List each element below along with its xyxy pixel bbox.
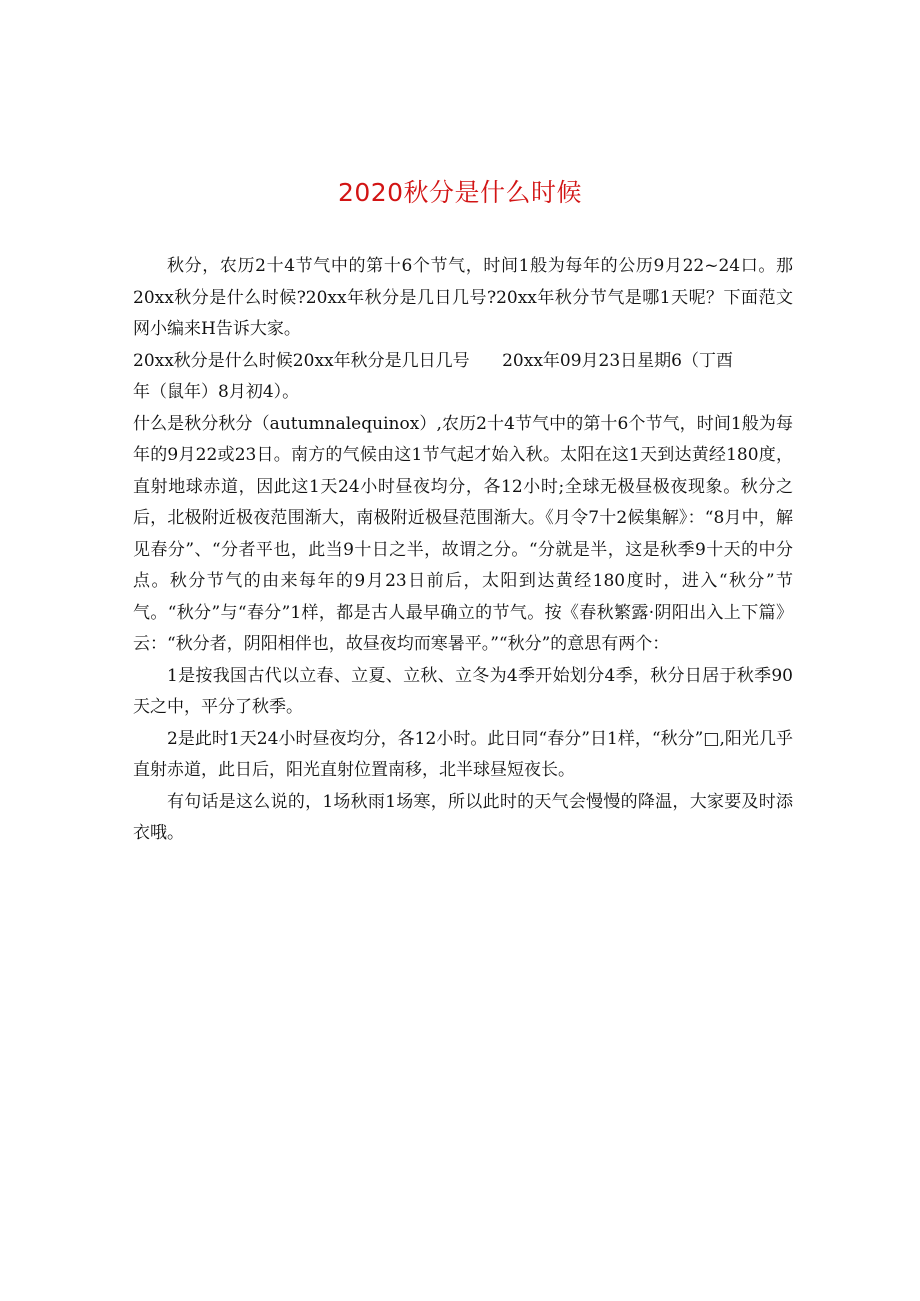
meaning-two-paragraph: 2是此时1天24小时昼夜均分，各12小时。此日同“春分”日1样，“秋分”□,阳光几乎直射赤道，此日后，阳光直射位置南移，北半球昼短夜长。	[133, 728, 793, 780]
date-value: 20xx年09月23日星期6（丁酉	[502, 350, 733, 371]
definition-paragraph: 什么是秋分秋分（autumnalequinox）,农历2十4节气中的第十6个节气，时间1般为每年的9月22或23日。南方的气候由这1节气起才始入秋。太阳在这1天到达黄经180度，直射地球赤道，因此这1天24小时昼夜均分，各12小时;全球无极昼极夜现象。秋分之后，北极附近极夜范围渐大，南极附近极昼范围渐大。《月令7十2候集解》：“8月中，解见春分”、“分者平也，此当9十日之半，故谓之分。“分就是半，这是秋季9十天的中分点。秋分节气的由来每年的9月23日前后，太阳到达黄经180度时，进入“秋分”节气。“秋分”与“春分”1样，都是古人最早确立的节气。按《春秋繁露·阴阳出入上下篇》云：“秋分者，阴阳相伴也，故昼夜均而寒暑平。”“秋分”的意思有两个：	[133, 413, 793, 654]
date-label: 20xx秋分是什么时候20xx年秋分是几日几号	[133, 350, 470, 371]
closing-paragraph: 有句话是这么说的，1场秋雨1场寒，所以此时的天气会慢慢的降温，大家要及时添衣哦。	[133, 791, 793, 843]
document-title: 2020秋分是什么时候	[337, 178, 583, 207]
date-continuation: 年（鼠年）8月初4）。	[133, 382, 300, 402]
document-body	[133, 251, 793, 850]
meaning-one-paragraph: 1是按我国古代以立春、立夏、立秋、立冬为4季开始划分4季，秋分日居于秋季90天之中，平分了秋季。	[133, 665, 793, 717]
intro-paragraph: 秋分，农历2十4节气中的第十6个节气，时间1般为每年的公历9月22~24口。那20xx秋分是什么时候?20xx年秋分是几日几号?20xx年秋分节气是哪1天呢？下面范文网小编来H告诉大家。	[133, 256, 793, 339]
date-line	[133, 346, 733, 378]
